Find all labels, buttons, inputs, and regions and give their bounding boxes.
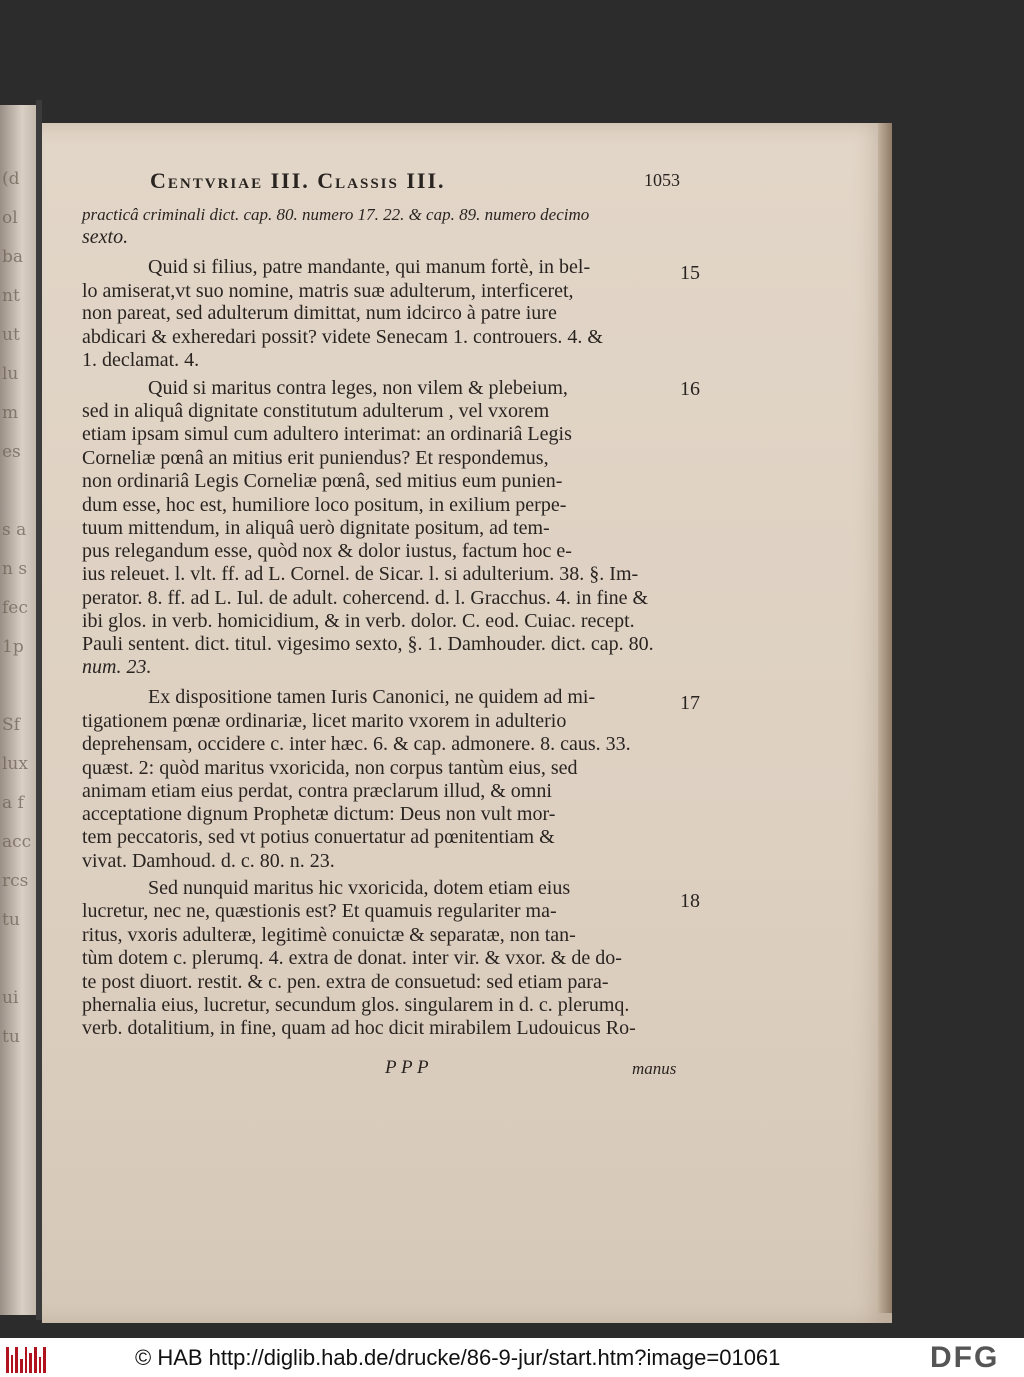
page-edge [878, 123, 892, 1313]
text-line: ibi glos. in verb. homicidium, & in verb. dolor. C. eod. Cuiac. recept. [82, 610, 635, 632]
text-line: verb. dotalitium, in fine, quam ad hoc dicit mirabilem Ludouicus Ro- [82, 1017, 636, 1039]
margin-number: 16 [680, 378, 700, 400]
copyright-url[interactable]: © HAB http://diglib.hab.de/drucke/86-9-jur/start.htm?image=01061 [135, 1345, 781, 1370]
text-line: Quid si maritus contra leges, non vilem & plebeium, [148, 377, 568, 399]
text-line: ritus, vxoris adulteræ, legitimè conuictæ & separatæ, non tan- [82, 924, 576, 946]
text-line: pus relegandum esse, quòd nox & dolor iustus, factum hoc e- [82, 540, 572, 562]
running-header [150, 168, 700, 200]
text-line: Ex dispositione tamen Iuris Canonici, ne quidem ad mi- [148, 686, 596, 708]
dfg-logo: DFG [930, 1341, 1000, 1374]
text-line: te post diuort. restit. & c. pen. extra de consuetud: sed etiam para- [82, 971, 609, 993]
text-line: 1. declamat. 4. [82, 349, 200, 371]
text-line: lo amiserat,vt suo nomine, matris suæ adulterum, interficeret, [82, 280, 574, 302]
margin-number: 15 [680, 262, 700, 284]
text-line: Sed nunquid maritus hic vxoricida, dotem etiam eius [148, 877, 571, 899]
text-line: tem peccatoris, sed vt potius conuertatur ad pœnitentiam & [82, 826, 555, 848]
catchword: manus [632, 1059, 677, 1078]
text-line: Pauli sentent. dict. titul. vigesimo sexto, §. 1. Damhouder. dict. cap. 80. [82, 633, 654, 655]
text-line: tigationem pœnæ ordinariæ, licet marito vxorem in adulterio [82, 710, 567, 732]
text-line: animam etiam eius perdat, contra præclarum illud, & omni [82, 780, 552, 802]
text-line: vivat. Damhoud. d. c. 80. n. 23. [82, 850, 335, 872]
text-line: abdicari & exheredari possit? videte Senecam 1. controuers. 4. & [82, 326, 603, 348]
text-line: perator. 8. ff. ad L. Iul. de adult. cohercend. d. l. Gracchus. 4. in fine & [82, 587, 649, 609]
margin-number: 18 [680, 890, 700, 912]
text-line: acceptatione dignum Prophetæ dictum: Deus non vult mor- [82, 803, 556, 825]
text-line: ius releuet. l. vlt. ff. ad L. Cornel. de Sicar. l. si adulterium. 38. §. Im- [82, 563, 639, 585]
text-line: Corneliæ pœnâ an mitius erit puniendus? Et respondemus, [82, 447, 549, 469]
text-line: sed in aliquâ dignitate constitutum adulterum , vel vxorem [82, 400, 550, 422]
text-line: num. 23. [82, 656, 152, 678]
text-line: lucretur, nec ne, quæstionis est? Et quamuis regulariter ma- [82, 900, 557, 922]
text-line: tùm dotem c. plerumq. 4. extra de donat. inter vir. & vxor. & de do- [82, 947, 622, 969]
left-page-text-fragments: (d ol ba nt ut lu m es s a n s fec 1p Sf lux a f acc rcs tu ui tu [2, 169, 32, 1047]
margin-number: 17 [680, 692, 700, 714]
signature-mark: P P P [385, 1057, 429, 1078]
text-line: non pareat, sed adulterum dimittat, num idcirco à patre iure [82, 302, 557, 324]
running-title: Centvriae III. Classis III. [150, 168, 446, 193]
text-line: dum esse, hoc est, humiliore loco positum, in exilium perpe- [82, 494, 567, 516]
page-number: 1053 [644, 170, 680, 190]
text-line: sexto. [82, 226, 129, 248]
text-line: etiam ipsam simul cum adultero interimat: an ordinariâ Legis [82, 423, 572, 445]
text-line: quæst. 2: quòd maritus vxoricida, non corpus tantùm eius, sed [82, 757, 578, 779]
text-line: Quid si filius, patre mandante, qui manum fortè, in bel- [148, 256, 591, 278]
text-line: practicâ criminali dict. cap. 80. numero 17. 22. & cap. 89. numero decimo [82, 205, 590, 224]
hab-logo-icon [6, 1345, 46, 1373]
text-line: phernalia eius, lucretur, secundum glos. singularem in d. c. plerumq. [82, 994, 630, 1016]
text-line: non ordinariâ Legis Corneliæ pœnâ, sed mitius eum punien- [82, 470, 563, 492]
text-line: tuum mittendum, in aliquâ uerò dignitate positum, ad tem- [82, 517, 550, 539]
text-line: deprehensam, occidere c. inter hæc. 6. & cap. admonere. 8. caus. 33. [82, 733, 631, 755]
